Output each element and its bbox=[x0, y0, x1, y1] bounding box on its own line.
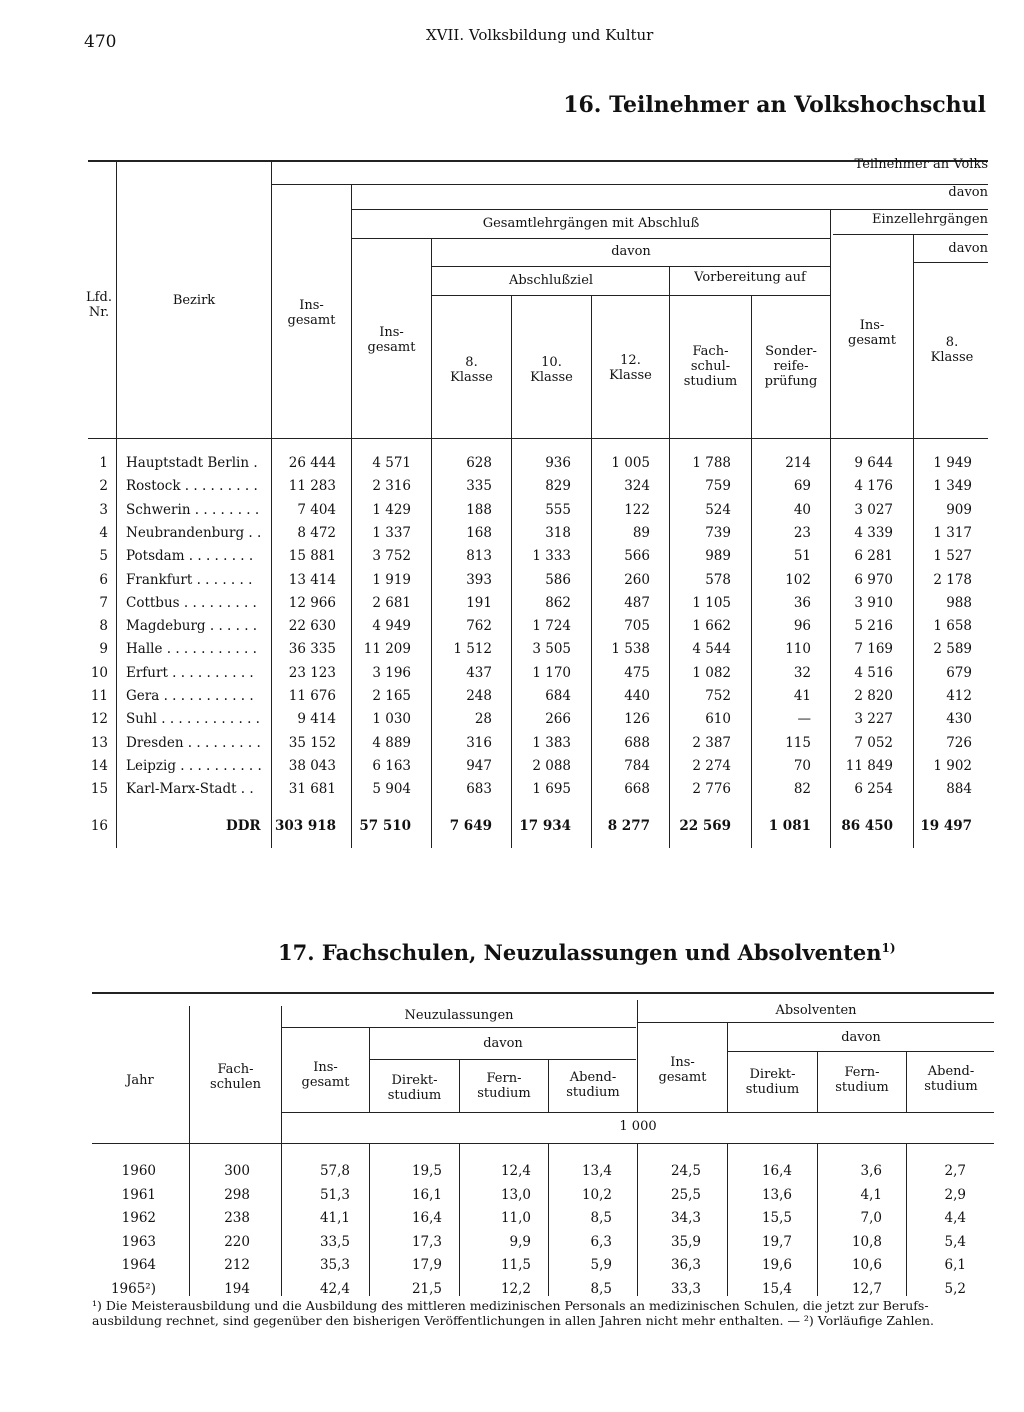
cell-value: 2 165 bbox=[372, 688, 411, 704]
fernstudium-abs-header: Fern- studium bbox=[835, 1065, 889, 1095]
bezirk-name: Erfurt . . . . . . . . . . bbox=[126, 665, 254, 681]
row-number: 7 bbox=[99, 595, 108, 611]
insgesamt-abs-header: Ins- gesamt bbox=[658, 1055, 707, 1085]
fachschulen-header: Fach- schulen bbox=[210, 1062, 261, 1092]
cell-value: 126 bbox=[624, 711, 650, 727]
cell-value: 1 383 bbox=[532, 735, 571, 751]
cell-value: 318 bbox=[545, 525, 571, 541]
insgesamt-neu-header: Ins- gesamt bbox=[301, 1060, 350, 1090]
cell-value: 40 bbox=[793, 502, 811, 518]
cell-value: 9,9 bbox=[509, 1234, 531, 1250]
cell-value: 13,4 bbox=[581, 1163, 612, 1179]
cell-value: 260 bbox=[624, 572, 650, 588]
page-number: 470 bbox=[84, 32, 117, 52]
cell-value: 22 569 bbox=[679, 818, 731, 834]
cell-value: 3 752 bbox=[372, 548, 411, 564]
cell-value: 70 bbox=[793, 758, 811, 774]
cell-value: 5 216 bbox=[854, 618, 893, 634]
cell-value: 21,5 bbox=[411, 1281, 442, 1297]
cell-value: 4 516 bbox=[854, 665, 893, 681]
cell-value: 813 bbox=[466, 548, 492, 564]
cell-value: 7 649 bbox=[449, 818, 492, 834]
cell-value: 9 414 bbox=[297, 711, 336, 727]
abendstudium-neu-header: Abend- studium bbox=[566, 1070, 620, 1100]
davon-sub-header: davon bbox=[611, 244, 651, 259]
cell-value: 15,5 bbox=[761, 1210, 792, 1226]
cell-value: 437 bbox=[466, 665, 492, 681]
cell-value: 122 bbox=[624, 502, 650, 518]
cell-value: 862 bbox=[545, 595, 571, 611]
cell-value: 16,4 bbox=[761, 1163, 792, 1179]
row-number: 9 bbox=[99, 641, 108, 657]
cell-value: 679 bbox=[946, 665, 972, 681]
cell-value: 688 bbox=[624, 735, 650, 751]
cell-value: 3 027 bbox=[854, 502, 893, 518]
cell-value: 2 274 bbox=[692, 758, 731, 774]
cell-value: 705 bbox=[624, 618, 650, 634]
klasse8-einzel-header: 8. Klasse bbox=[930, 335, 974, 365]
cell-value: 2 387 bbox=[692, 735, 731, 751]
cell-value: 5,2 bbox=[944, 1281, 966, 1297]
cell-value: 1 512 bbox=[453, 641, 492, 657]
cell-value: 4,4 bbox=[944, 1210, 966, 1226]
cell-value: 1 030 bbox=[372, 711, 411, 727]
cell-value: 4 889 bbox=[372, 735, 411, 751]
bezirk-name: Dresden . . . . . . . . . bbox=[126, 735, 261, 751]
cell-value: 8,5 bbox=[590, 1281, 612, 1297]
cell-value: 684 bbox=[545, 688, 571, 704]
bezirk-name: Rostock . . . . . . . . . bbox=[126, 478, 258, 494]
teilnehmer-header: Teilnehmer an Volks bbox=[854, 157, 988, 172]
row-number: 12 bbox=[90, 711, 108, 727]
cell-value: 300 bbox=[224, 1163, 250, 1179]
cell-value: 35,9 bbox=[670, 1234, 701, 1250]
cell-value: 316 bbox=[466, 735, 492, 751]
cell-value: 566 bbox=[624, 548, 650, 564]
cell-value: 784 bbox=[624, 758, 650, 774]
cell-value: 17,9 bbox=[411, 1257, 442, 1273]
cell-value: 668 bbox=[624, 781, 650, 797]
cell-value: 26 444 bbox=[288, 455, 336, 471]
row-number: 15 bbox=[90, 781, 108, 797]
direktstudium-abs-header: Direkt- studium bbox=[745, 1067, 800, 1097]
cell-value: 248 bbox=[466, 688, 492, 704]
cell-value: 303 918 bbox=[274, 818, 336, 834]
cell-value: 8 472 bbox=[297, 525, 336, 541]
cell-value: 191 bbox=[466, 595, 492, 611]
cell-value: 33,3 bbox=[670, 1281, 701, 1297]
cell-value: 1 317 bbox=[933, 525, 972, 541]
cell-value: 3 505 bbox=[532, 641, 571, 657]
cell-value: 12,7 bbox=[851, 1281, 882, 1297]
cell-value: 1 919 bbox=[372, 572, 411, 588]
bezirk-name: Suhl . . . . . . . . . . . . bbox=[126, 711, 260, 727]
absolventen-header: Absolventen bbox=[775, 1003, 857, 1018]
cell-value: 10,2 bbox=[581, 1187, 612, 1203]
cell-value: 214 bbox=[785, 455, 811, 471]
unit-label: 1 000 bbox=[619, 1119, 657, 1134]
cell-value: 19 497 bbox=[920, 818, 972, 834]
cell-value: 57,8 bbox=[319, 1163, 350, 1179]
cell-value: 1 082 bbox=[692, 665, 731, 681]
cell-value: — bbox=[797, 711, 811, 727]
cell-value: 13,6 bbox=[761, 1187, 792, 1203]
cell-value: 1 538 bbox=[611, 641, 650, 657]
cell-value: 487 bbox=[624, 595, 650, 611]
cell-value: 51,3 bbox=[319, 1187, 350, 1203]
table16-title: 16. Teilnehmer an Volkshochschul bbox=[563, 92, 986, 118]
cell-value: 2,7 bbox=[944, 1163, 966, 1179]
insgesamt-einzel-header: Ins- gesamt bbox=[848, 318, 896, 348]
cell-value: 16,4 bbox=[411, 1210, 442, 1226]
cell-value: 12,4 bbox=[500, 1163, 531, 1179]
cell-value: 11 849 bbox=[845, 758, 893, 774]
year: 1964 bbox=[121, 1257, 156, 1273]
footnote: ¹) Die Meisterausbildung und die Ausbildung des mittleren medizinischen Personals an medizinischen Schulen, die jetzt zur Berufs- ausbildung rechnet, sind gegenüber den bisherigen Veröffentlichungen in allen Jahren nicht mehr enthalten. — ²) Vorläufige Zahlen. bbox=[92, 1298, 934, 1328]
cell-value: 220 bbox=[224, 1234, 250, 1250]
bezirk-name: Schwerin . . . . . . . . bbox=[126, 502, 260, 518]
davon-neu-header: davon bbox=[483, 1036, 523, 1051]
cell-value: 11 283 bbox=[288, 478, 336, 494]
sonderreife-header: Sonder- reife- prüfung bbox=[764, 344, 818, 389]
abschlussziel-header: Abschlußziel bbox=[508, 273, 594, 288]
cell-value: 36 335 bbox=[288, 641, 336, 657]
klasse8-header: 8. Klasse bbox=[450, 355, 493, 385]
cell-value: 989 bbox=[705, 548, 731, 564]
cell-value: 5,9 bbox=[590, 1257, 612, 1273]
cell-value: 1 005 bbox=[611, 455, 650, 471]
cell-value: 1 349 bbox=[933, 478, 972, 494]
cell-value: 393 bbox=[466, 572, 492, 588]
bezirk-name: Leipzig . . . . . . . . . . bbox=[126, 758, 262, 774]
cell-value: 2 088 bbox=[532, 758, 571, 774]
cell-value: 726 bbox=[946, 735, 972, 751]
cell-value: 51 bbox=[793, 548, 811, 564]
cell-value: 440 bbox=[624, 688, 650, 704]
cell-value: 1 902 bbox=[933, 758, 972, 774]
bezirk-name: DDR bbox=[226, 818, 261, 834]
cell-value: 10,6 bbox=[851, 1257, 882, 1273]
cell-value: 8,5 bbox=[590, 1210, 612, 1226]
cell-value: 35 152 bbox=[288, 735, 336, 751]
cell-value: 32 bbox=[793, 665, 811, 681]
cell-value: 96 bbox=[793, 618, 811, 634]
cell-value: 17 934 bbox=[519, 818, 571, 834]
cell-value: 298 bbox=[224, 1187, 250, 1203]
year: 1960 bbox=[121, 1163, 156, 1179]
cell-value: 752 bbox=[705, 688, 731, 704]
einzellehrgaenge-header: Einzellehrgängen bbox=[872, 212, 988, 227]
row-number: 5 bbox=[99, 548, 108, 564]
cell-value: 5 904 bbox=[372, 781, 411, 797]
cell-value: 578 bbox=[705, 572, 731, 588]
row-number: 13 bbox=[90, 735, 108, 751]
cell-value: 2 776 bbox=[692, 781, 731, 797]
cell-value: 212 bbox=[224, 1257, 250, 1273]
cell-value: 1 527 bbox=[933, 548, 972, 564]
cell-value: 829 bbox=[545, 478, 571, 494]
row-number: 1 bbox=[99, 455, 108, 471]
cell-value: 1 788 bbox=[692, 455, 731, 471]
cell-value: 82 bbox=[793, 781, 811, 797]
cell-value: 936 bbox=[545, 455, 571, 471]
cell-value: 412 bbox=[946, 688, 972, 704]
cell-value: 110 bbox=[785, 641, 811, 657]
cell-value: 6,3 bbox=[590, 1234, 612, 1250]
cell-value: 17,3 bbox=[411, 1234, 442, 1250]
cell-value: 36 bbox=[793, 595, 811, 611]
cell-value: 947 bbox=[466, 758, 492, 774]
cell-value: 36,3 bbox=[670, 1257, 701, 1273]
cell-value: 5,4 bbox=[944, 1234, 966, 1250]
fernstudium-neu-header: Fern- studium bbox=[477, 1071, 531, 1101]
bezirk-name: Halle . . . . . . . . . . . bbox=[126, 641, 257, 657]
cell-value: 586 bbox=[545, 572, 571, 588]
cell-value: 168 bbox=[466, 525, 492, 541]
cell-value: 6 281 bbox=[854, 548, 893, 564]
year: 1961 bbox=[121, 1187, 156, 1203]
year: 1962 bbox=[121, 1210, 156, 1226]
cell-value: 19,6 bbox=[761, 1257, 792, 1273]
cell-value: 1 658 bbox=[933, 618, 972, 634]
cell-value: 7 169 bbox=[854, 641, 893, 657]
bezirk-name: Gera . . . . . . . . . . . bbox=[126, 688, 254, 704]
cell-value: 23 123 bbox=[288, 665, 336, 681]
cell-value: 1 333 bbox=[532, 548, 571, 564]
cell-value: 8 277 bbox=[607, 818, 650, 834]
cell-value: 7 404 bbox=[297, 502, 336, 518]
table17-title: 17. Fachschulen, Neuzulassungen und Absolventen$^{1)}$ bbox=[278, 940, 896, 965]
row-number: 3 bbox=[99, 502, 108, 518]
cell-value: 555 bbox=[545, 502, 571, 518]
row-number: 2 bbox=[99, 478, 108, 494]
row-number: 14 bbox=[90, 758, 108, 774]
cell-value: 41,1 bbox=[319, 1210, 350, 1226]
cell-value: 2 820 bbox=[854, 688, 893, 704]
davon-abs-header: davon bbox=[841, 1030, 881, 1045]
cell-value: 1 429 bbox=[372, 502, 411, 518]
cell-value: 19,7 bbox=[761, 1234, 792, 1250]
cell-value: 1 724 bbox=[532, 618, 571, 634]
cell-value: 16,1 bbox=[411, 1187, 442, 1203]
klasse12-header: 12. Klasse bbox=[609, 353, 652, 383]
cell-value: 188 bbox=[466, 502, 492, 518]
cell-value: 41 bbox=[793, 688, 811, 704]
row-number: 10 bbox=[90, 665, 108, 681]
row-number: 8 bbox=[99, 618, 108, 634]
cell-value: 4 949 bbox=[372, 618, 411, 634]
klasse10-header: 10. Klasse bbox=[530, 355, 573, 385]
cell-value: 6 254 bbox=[854, 781, 893, 797]
cell-value: 38 043 bbox=[288, 758, 336, 774]
cell-value: 194 bbox=[224, 1281, 250, 1297]
cell-value: 759 bbox=[705, 478, 731, 494]
cell-value: 988 bbox=[946, 595, 972, 611]
abendstudium-abs-header: Abend- studium bbox=[924, 1064, 978, 1094]
cell-value: 1 662 bbox=[692, 618, 731, 634]
cell-value: 11,5 bbox=[500, 1257, 531, 1273]
cell-value: 31 681 bbox=[288, 781, 336, 797]
cell-value: 1 105 bbox=[692, 595, 731, 611]
cell-value: 11 209 bbox=[363, 641, 411, 657]
cell-value: 12 966 bbox=[288, 595, 336, 611]
cell-value: 6 163 bbox=[372, 758, 411, 774]
cell-value: 57 510 bbox=[359, 818, 411, 834]
cell-value: 1 081 bbox=[768, 818, 811, 834]
cell-value: 69 bbox=[793, 478, 811, 494]
gesamtlehrgaenge-header: Gesamtlehrgängen mit Abschluß bbox=[482, 216, 700, 231]
cell-value: 683 bbox=[466, 781, 492, 797]
row-number: 11 bbox=[90, 688, 108, 704]
cell-value: 430 bbox=[946, 711, 972, 727]
cell-value: 4 544 bbox=[692, 641, 731, 657]
cell-value: 884 bbox=[946, 781, 972, 797]
cell-value: 89 bbox=[632, 525, 650, 541]
davon-einzel-header: davon bbox=[948, 241, 988, 256]
cell-value: 25,5 bbox=[670, 1187, 701, 1203]
cell-value: 1 337 bbox=[372, 525, 411, 541]
cell-value: 335 bbox=[466, 478, 492, 494]
cell-value: 4 176 bbox=[854, 478, 893, 494]
cell-value: 6,1 bbox=[944, 1257, 966, 1273]
cell-value: 266 bbox=[545, 711, 571, 727]
cell-value: 28 bbox=[474, 711, 492, 727]
insgesamt-mit-header: Ins- gesamt bbox=[367, 325, 416, 355]
chapter-heading: XVII. Volksbildung und Kultur bbox=[426, 26, 654, 44]
cell-value: 762 bbox=[466, 618, 492, 634]
cell-value: 102 bbox=[785, 572, 811, 588]
cell-value: 7,0 bbox=[860, 1210, 882, 1226]
cell-value: 4 571 bbox=[372, 455, 411, 471]
cell-value: 3 910 bbox=[854, 595, 893, 611]
bezirk-name: Frankfurt . . . . . . . bbox=[126, 572, 253, 588]
cell-value: 9 644 bbox=[854, 455, 893, 471]
cell-value: 3 196 bbox=[372, 665, 411, 681]
jahr-header: Jahr bbox=[126, 1073, 154, 1088]
cell-value: 1 949 bbox=[933, 455, 972, 471]
cell-value: 24,5 bbox=[670, 1163, 701, 1179]
cell-value: 33,5 bbox=[319, 1234, 350, 1250]
bezirk-name: Magdeburg . . . . . . bbox=[126, 618, 258, 634]
cell-value: 3,6 bbox=[860, 1163, 882, 1179]
bezirk-name: Neubrandenburg . . bbox=[126, 525, 262, 541]
row-number: 16 bbox=[90, 818, 108, 834]
cell-value: 115 bbox=[785, 735, 811, 751]
cell-value: 6 970 bbox=[854, 572, 893, 588]
cell-value: 475 bbox=[624, 665, 650, 681]
cell-value: 1 170 bbox=[532, 665, 571, 681]
lfd-nr-header: Lfd. Nr. bbox=[86, 290, 112, 320]
cell-value: 909 bbox=[946, 502, 972, 518]
cell-value: 15 881 bbox=[288, 548, 336, 564]
cell-value: 12,2 bbox=[500, 1281, 531, 1297]
cell-value: 610 bbox=[705, 711, 731, 727]
year: 1963 bbox=[121, 1234, 156, 1250]
bezirk-name: Cottbus . . . . . . . . . bbox=[126, 595, 257, 611]
cell-value: 7 052 bbox=[854, 735, 893, 751]
cell-value: 35,3 bbox=[319, 1257, 350, 1273]
cell-value: 2 589 bbox=[933, 641, 972, 657]
cell-value: 739 bbox=[705, 525, 731, 541]
bezirk-header: Bezirk bbox=[172, 293, 216, 308]
cell-value: 2,9 bbox=[944, 1187, 966, 1203]
cell-value: 19,5 bbox=[411, 1163, 442, 1179]
cell-value: 1 695 bbox=[532, 781, 571, 797]
cell-value: 11 676 bbox=[288, 688, 336, 704]
cell-value: 86 450 bbox=[841, 818, 893, 834]
cell-value: 13,0 bbox=[500, 1187, 531, 1203]
insgesamt-header: Ins- gesamt bbox=[287, 298, 336, 328]
cell-value: 42,4 bbox=[319, 1281, 350, 1297]
cell-value: 2 178 bbox=[933, 572, 972, 588]
cell-value: 23 bbox=[793, 525, 811, 541]
cell-value: 22 630 bbox=[288, 618, 336, 634]
cell-value: 3 227 bbox=[854, 711, 893, 727]
cell-value: 10,8 bbox=[851, 1234, 882, 1250]
cell-value: 34,3 bbox=[670, 1210, 701, 1226]
direktstudium-neu-header: Direkt- studium bbox=[387, 1073, 442, 1103]
cell-value: 4,1 bbox=[860, 1187, 882, 1203]
cell-value: 4 339 bbox=[854, 525, 893, 541]
cell-value: 15,4 bbox=[761, 1281, 792, 1297]
cell-value: 13 414 bbox=[288, 572, 336, 588]
cell-value: 2 681 bbox=[372, 595, 411, 611]
cell-value: 2 316 bbox=[372, 478, 411, 494]
cell-value: 628 bbox=[466, 455, 492, 471]
cell-value: 11,0 bbox=[500, 1210, 531, 1226]
bezirk-name: Hauptstadt Berlin . bbox=[126, 455, 258, 471]
row-number: 6 bbox=[99, 572, 108, 588]
bezirk-name: Potsdam . . . . . . . . bbox=[126, 548, 254, 564]
davon-header: davon bbox=[948, 185, 988, 200]
cell-value: 238 bbox=[224, 1210, 250, 1226]
fachschulstudium-header: Fach- schul- studium bbox=[683, 344, 738, 389]
year: 1965²) bbox=[110, 1281, 156, 1297]
neuzulassungen-header: Neuzulassungen bbox=[404, 1008, 514, 1023]
vorbereitung-header: Vorbereitung auf bbox=[694, 270, 806, 285]
cell-value: 324 bbox=[624, 478, 650, 494]
bezirk-name: Karl-Marx-Stadt . . bbox=[126, 781, 254, 797]
cell-value: 524 bbox=[705, 502, 731, 518]
row-number: 4 bbox=[99, 525, 108, 541]
